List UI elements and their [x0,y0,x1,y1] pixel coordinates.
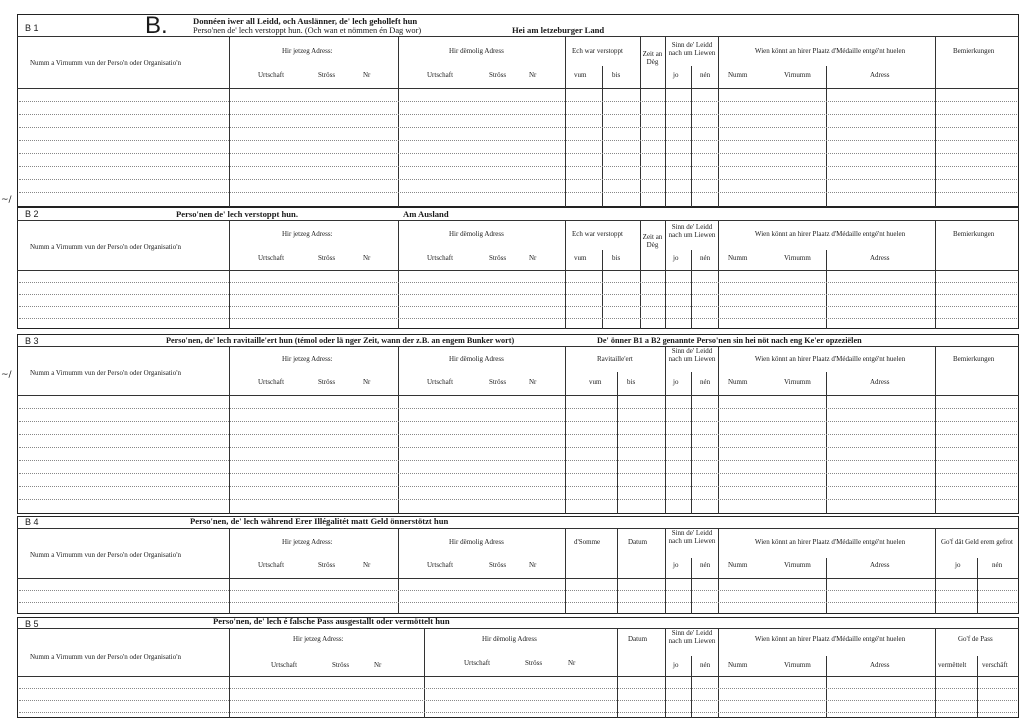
b3-col-rule [665,346,666,514]
writing-line [19,602,1017,603]
b5-date: Datum [628,635,648,643]
writing-line [19,421,1017,422]
writing-line [19,473,1017,474]
b2-no: nén [700,254,711,262]
b1-address: Adress [870,71,890,79]
b1-first-name: Virnumm [784,71,811,79]
section-b3-note: De' önner B1 a B2 genannte Perso'nen sin hei nöt nach eng Ke'er opzeziëlen [597,336,862,345]
b2-col-rule [935,220,936,329]
section-b5-title: Perso'nen, de' lech é falsche Pass ausgestallt oder vermöttelt hun [213,616,450,626]
b3-nr: Nr [363,378,371,386]
b5-issued: vermëttelt [938,661,967,669]
b5-no: nén [700,661,711,669]
margin-mark: ~/ [1,195,12,205]
writing-line [19,166,1017,167]
b2-col-rule [398,220,399,329]
b5-address: Adress [870,661,890,669]
writing-line [19,499,1017,500]
section-b1-code: B 1 [25,23,39,33]
section-b4 [17,516,1019,614]
b5-col-rule [617,628,618,718]
b2-medal: Wien könnt an hirer Plaatz d'Médaille entgé'nt huelen [754,230,906,238]
b3-col-rule [826,372,827,514]
b2-col-rule [665,220,666,329]
writing-line [19,306,1017,307]
b3-col-rule [565,346,566,514]
b2-title-rule [17,220,1019,221]
b2-former-town: Urtschaft [427,254,454,262]
b3-former-address: Hir dëmolig Adress [449,355,504,363]
b3-col-rule [691,372,692,514]
writing-line [19,712,1017,713]
b5-purpose: Sinn de' Leidd nach um Liewen [668,629,716,645]
b1-col-rule [718,36,719,207]
b3-col-rule [617,372,618,514]
writing-line [19,700,1017,701]
b4-former-town: Urtschaft [427,561,454,569]
b5-col-rule [691,656,692,718]
writing-line [19,408,1017,409]
b1-nr: Nr [363,71,371,79]
section-b5 [17,617,1019,718]
writing-line [19,140,1017,141]
b1-col-rule [826,66,827,207]
writing-line [19,282,1017,283]
b2-name-header: Numm a Virnumm vun der Perso'n oder Organisatio'n [30,243,181,251]
section-b1-location: Hei am letzeburger Land [512,25,605,35]
b3-no: nén [700,378,711,386]
b3-first-name: Virnumm [784,378,811,386]
writing-line [19,447,1017,448]
b3-street: Ströss [318,378,336,386]
b5-former-address: Hir dëmolig Adress [482,635,537,643]
b3-remarks: Bemierkungen [953,355,995,363]
b3-col-rule [398,346,399,514]
b5-yes: jo [673,661,679,669]
b2-name: Numm [728,254,748,262]
b4-former-street: Ströss [489,561,507,569]
b5-header-rule [17,676,1019,677]
b3-former-town: Urtschaft [427,378,454,386]
b4-current-address: Hir jetzeg Adress: [282,538,333,546]
b3-header-rule [17,395,1019,396]
b4-name-header: Numm a Virnumm vun der Perso'n oder Organisatio'n [30,551,181,559]
b5-col-rule [229,628,230,718]
writing-line [19,153,1017,154]
b5-former-town: Urtschaft [464,659,491,667]
b2-col-rule [718,220,719,329]
b1-from: vum [574,71,587,79]
b4-nr: Nr [363,561,371,569]
b2-first-name: Virnumm [784,254,811,262]
b3-name: Numm [728,378,748,386]
b3-col-rule [935,346,936,514]
b2-col-rule [229,220,230,329]
b5-col-rule [424,628,425,718]
section-b2-location: Am Ausland [403,209,449,219]
big-letter: B. [145,12,168,39]
b5-nr: Nr [374,661,382,669]
b4-date: Datum [628,538,648,546]
b4-yes: jo [673,561,679,569]
b4-yes-money: jo [955,561,961,569]
b1-header-rule [17,88,1019,89]
b5-forged: verschäft [982,661,1008,669]
b1-title-rule [17,36,1019,37]
b1-hidden: Ech war verstoppt [572,47,623,55]
b4-street: Ströss [318,561,336,569]
b5-col-rule [977,656,978,718]
b3-medal: Wien könnt an hirer Plaatz d'Médaille entgé'nt huelen [754,355,906,363]
b1-street: Ströss [318,71,336,79]
b5-col-rule [665,628,666,718]
section-b1-title-2: Perso'nen de' lech verstoppt hun. (Och wan et nömmen én Dag wor) [193,26,422,35]
b4-sum: d'Somme [574,538,601,546]
section-b1-title-1: Donnéen iwer all Leidd, och Auslänner, de' lech geholleft hun [193,16,418,26]
b4-col-rule [691,558,692,614]
writing-line [19,460,1017,461]
b5-col-rule [826,656,827,718]
b1-col-rule [565,36,566,207]
b5-first-name: Virnumm [784,661,811,669]
b3-current-address: Hir jetzeg Adress: [282,355,333,363]
writing-line [19,101,1017,102]
b2-header-rule [17,270,1019,271]
b4-no-money: nén [992,561,1003,569]
b3-supplied: Ravitaille'ert [597,355,633,363]
b5-name-header: Numm a Virnumm vun der Perso'n oder Organisatio'n [30,653,181,661]
b1-col-rule [665,36,666,207]
b2-remarks: Bemierkungen [953,230,995,238]
b5-name: Numm [728,661,748,669]
b1-medal: Wien könnt an hirer Plaatz d'Médaille entgé'nt huelen [754,47,906,55]
b4-first-name: Virnumm [784,561,811,569]
b1-to: bis [612,71,621,79]
b3-title-rule [17,346,1019,347]
b1-col-rule [398,36,399,207]
b2-purpose: Sinn de' Leidd nach um Liewen [668,223,716,239]
b2-nr: Nr [363,254,371,262]
writing-line [19,114,1017,115]
b2-current-address: Hir jetzeg Adress: [282,230,333,238]
b3-former-nr: Nr [529,378,537,386]
margin-mark-2: ~/ [1,370,12,380]
b5-street: Ströss [332,661,350,669]
section-b2 [17,207,1019,329]
section-b4-code: B 4 [25,517,39,527]
writing-line [19,486,1017,487]
b3-town: Urtschaft [258,378,285,386]
section-b5-code: B 5 [25,619,39,629]
b1-col-rule [691,66,692,207]
b2-street: Ströss [318,254,336,262]
b5-former-street: Ströss [525,659,543,667]
b4-town: Urtschaft [258,561,285,569]
b2-days: Zeit an Dèg [642,233,663,249]
b4-header-rule [17,578,1019,579]
section-b2-code: B 2 [25,209,39,219]
writing-line [19,179,1017,180]
b1-former-town: Urtschaft [427,71,454,79]
b3-yes: jo [673,378,679,386]
b2-former-street: Ströss [489,254,507,262]
b4-address: Adress [870,561,890,569]
writing-line [19,590,1017,591]
writing-line [19,294,1017,295]
b5-current-address: Hir jetzeg Adress: [293,635,344,643]
b3-purpose: Sinn de' Leidd nach um Liewen [668,347,716,363]
b3-former-street: Ströss [489,378,507,386]
b2-hidden: Ech war verstoppt [572,230,623,238]
b4-former-address: Hir dëmolig Adress [449,538,504,546]
writing-line [19,434,1017,435]
b4-purpose: Sinn de' Leidd nach um Liewen [668,529,716,545]
b1-town: Urtschaft [258,71,285,79]
b5-col-rule [718,628,719,718]
b1-col-rule [935,36,936,207]
b1-days: Zeit an Dèg [642,50,663,66]
b3-col-rule [229,346,230,514]
b4-title-rule [17,528,1019,529]
b5-town: Urtschaft [271,661,298,669]
b2-col-rule [565,220,566,329]
writing-line [19,688,1017,689]
b4-former-nr: Nr [529,561,537,569]
b1-former-nr: Nr [529,71,537,79]
b5-medal: Wien könnt an hirer Plaatz d'Médaille entgé'nt huelen [754,635,906,643]
writing-line [19,318,1017,319]
b1-former-street: Ströss [489,71,507,79]
b2-address: Adress [870,254,890,262]
b2-town: Urtschaft [258,254,285,262]
b2-from: vum [574,254,587,262]
b5-col-rule [935,628,936,718]
b5-pass-handed: Go'f de Pass [958,635,993,643]
b1-col-rule [602,66,603,207]
b1-current-address: Hir jetzeg Adress: [282,47,333,55]
writing-line [19,127,1017,128]
b4-name: Numm [728,561,748,569]
b1-name: Numm [728,71,748,79]
b5-title-rule [17,628,1019,629]
b2-yes: jo [673,254,679,262]
b1-col-rule [229,36,230,207]
section-b2-title: Perso'nen de' lech verstoppt hun. [176,209,298,219]
b2-to: bis [612,254,621,262]
b4-no: nén [700,561,711,569]
b4-medal: Wien könnt an hirer Plaatz d'Médaille entgé'nt huelen [754,538,906,546]
b3-to: bis [627,378,636,386]
b3-from: vum [589,378,602,386]
b1-remarks: Bemierkungen [953,47,995,55]
b1-yes: jo [673,71,679,79]
section-b3-title: Perso'nen, de' lech ravitaille'ert hun (témol oder lä nger Zeit, wann der z.B. an engem Bunker wort) [166,336,515,345]
b1-purpose: Sinn de' Leidd nach um Liewen [668,41,716,57]
section-b3-code: B 3 [25,336,39,346]
b4-col-rule [977,558,978,614]
b3-address: Adress [870,378,890,386]
b2-former-address: Hir dëmolig Adress [449,230,504,238]
b1-former-address: Hir dëmolig Adress [449,47,504,55]
b5-former-nr: Nr [568,659,576,667]
section-b4-title: Perso'nen, de' lech während Erer Illégalitét matt Geld önnerstötzt hun [190,516,449,526]
b3-col-rule [718,346,719,514]
b1-no: nén [700,71,711,79]
b2-former-nr: Nr [529,254,537,262]
b4-money-returned: Go'f dät Geld erem gefrot [940,538,1013,546]
b3-name-header: Numm a Virnumm vun der Perso'n oder Organisatio'n [30,369,181,377]
b4-col-rule [826,558,827,614]
writing-line [19,192,1017,193]
b1-name-header: Numm a Virnumm vun der Perso'n oder Organisatio'n [30,59,181,67]
